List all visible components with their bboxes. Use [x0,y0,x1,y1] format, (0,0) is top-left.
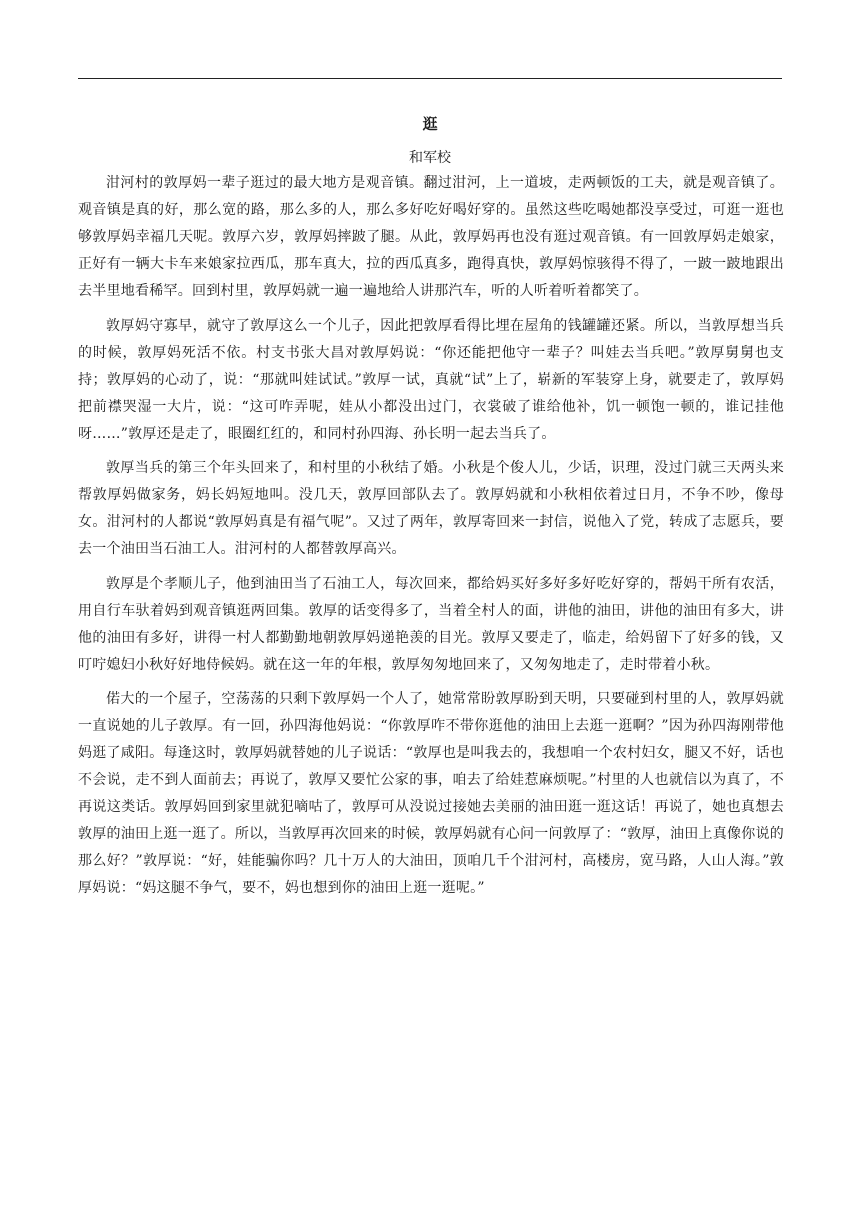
paragraph-4: 敦厚是个孝顺儿子，他到油田当了石油工人，每次回来，都给妈买好多好多好吃好穿的，帮妈干所有农活，用自行车驮着妈到观音镇逛两回集。敦厚的话变得多了，当着全村人的面，讲他的油田，讲他的油田有多大，讲他的油田有多好，讲得一村人都勤勤地朝敦厚妈递艳羡的目光。敦厚又要走了，临走，给妈留下了好多的钱，又叮咛媳妇小秋好好地侍候妈。就在这一年的年根，敦厚匆匆地回来了，又匆匆地走了，走时带着小秋。 [78,575,784,673]
header-rule [78,78,782,79]
article-body [78,170,784,910]
paragraph-5: 偌大的一个屋子，空荡荡的只剩下敦厚妈一个人了，她常常盼敦厚盼到天明，只要碰到村里的人，敦厚妈就一直说她的儿子敦厚。有一回，孙四海他妈说：“你敦厚咋不带你逛他的油田上去逛一逛啊？”因为孙四海刚带他妈逛了咸阳。每逢这时，敦厚妈就替她的儿子说话：“敦厚也是叫我去的，我想咱一个农村妇女，腿又不好，话也不会说，走不到人面前去；再说了，敦厚又要忙公家的事，咱去了给娃惹麻烦呢。”村里的人也就信以为真了，不再说这类话。敦厚妈回到家里就犯嘀咕了，敦厚可从没说过接她去美丽的油田逛一逛这话！再说了，她也真想去敦厚的油田上逛一逛了。所以，当敦厚再次回来的时候，敦厚妈就有心问一问敦厚了：“敦厚，油田上真像你说的那么好？”敦厚说：“好，娃能骗你吗？几十万人的大油田，顶咱几千个泔河村，高楼房，宽马路，人山人海。”敦厚妈说：“妈这腿不争气，要不，妈也想到你的油田上逛一逛呢。” [78,691,784,896]
paragraph-2: 敦厚妈守寡早，就守了敦厚这么一个儿子，因此把敦厚看得比埋在屋角的钱罐罐还紧。所以，当敦厚想当兵的时候，敦厚妈死活不依。村支书张大昌对敦厚妈说：“你还能把他守一辈子？叫娃去当兵吧。”敦厚舅舅也支持；敦厚妈的心动了，说：“那就叫娃试试。”敦厚一试，真就“试”上了，崭新的军装穿上身，就要走了，敦厚妈把前襟哭湿一大片，说：“这可咋弄呢，娃从小都没出过门，衣裳破了谁给他补，饥一顿饱一顿的，谁记挂他呀……”敦厚还是走了，眼圈红红的，和同村孙四海、孙长明一起去当兵了。 [78,317,784,442]
article-author: 和军校 [409,150,451,166]
paragraph-1: 泔河村的敦厚妈一辈子逛过的最大地方是观音镇。翻过泔河，上一道坡，走两顿饭的工夫，就是观音镇了。观音镇是真的好，那么宽的路，那么多的人，那么多好吃好喝好穿的。虽然这些吃喝她都没享受过，可逛一逛也够敦厚妈幸福几天呢。敦厚六岁，敦厚妈摔跛了腿。从此，敦厚妈再也没有逛过观音镇。有一回敦厚妈走娘家，正好有一辆大卡车来娘家拉西瓜，那车真大，拉的西瓜真多，跑得真快，敦厚妈惊骇得不得了，一跛一跛地跟出去半里地看稀罕。回到村里，敦厚妈就一遍一遍地给人讲那汽车，听的人听着听着都笑了。 [78,175,784,299]
article-title: 逛 [422,115,438,133]
paragraph-3: 敦厚当兵的第三个年头回来了，和村里的小秋结了婚。小秋是个俊人儿，少话，识理，没过门就三天两头来帮敦厚妈做家务，妈长妈短地叫。没几天，敦厚回部队去了。敦厚妈就和小秋相依着过日月，不争不吵，像母女。泔河村的人都说“敦厚妈真是有福气呢”。又过了两年，敦厚寄回来一封信，说他入了党，转成了志愿兵，要去一个油田当石油工人。泔河村的人都替敦厚高兴。 [78,460,784,557]
